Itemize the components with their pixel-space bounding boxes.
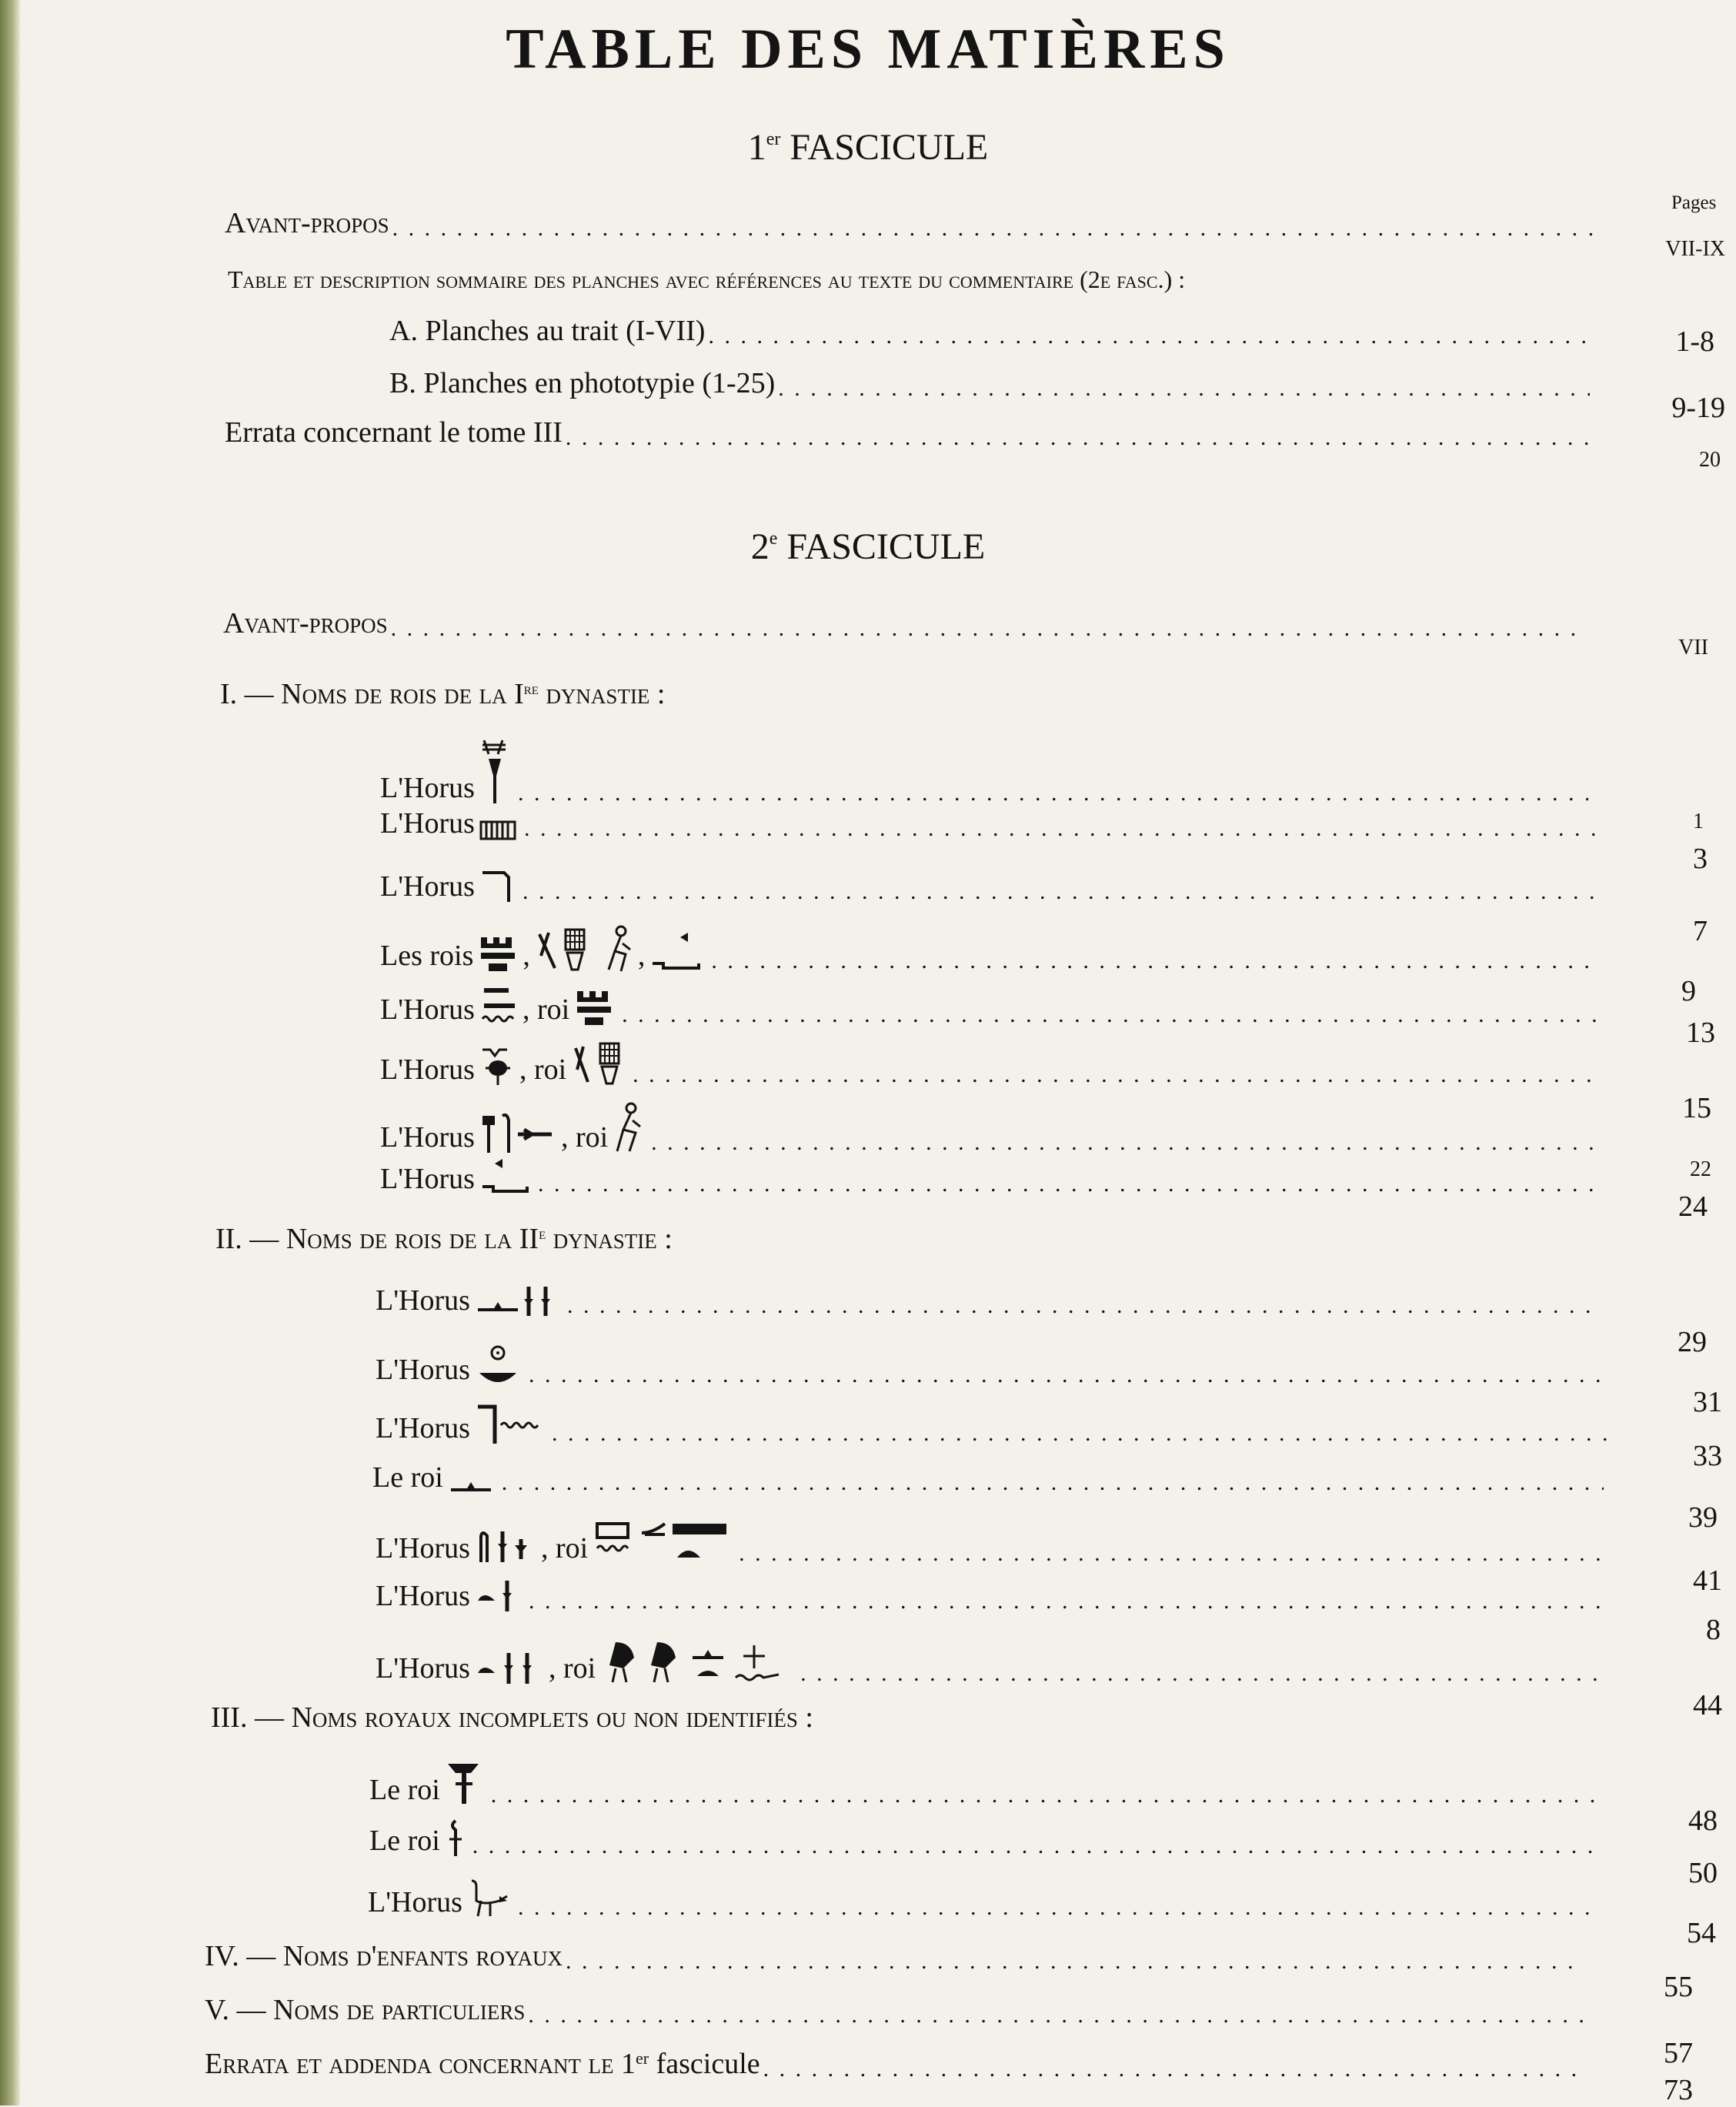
toc-entry: Le roi . . . 50: [369, 1819, 1601, 1858]
toc-entry: Errata et addenda concernant le 1er fascicule . . . 73: [205, 2047, 1585, 2081]
section-3-heading: III. — Noms royaux incomplets ou non identifiés :: [211, 1701, 813, 1734]
hieroglyph-icon: [445, 1819, 465, 1858]
hieroglyph-icon: [467, 1878, 510, 1919]
fascicule-2-heading: 2e FASCICULE: [750, 526, 986, 567]
toc-entry: A. Planches au trait (I-VII) . . . 1-8: [389, 314, 1590, 348]
hieroglyph-icon: [475, 1650, 544, 1685]
toc-entry: Table et description sommaire des planches avec références au texte du commentaire (2e fasc.) :: [228, 265, 1186, 293]
toc-entry: Les rois , , . . . 9: [380, 925, 1596, 973]
toc-entry: L'Horus , roi . . . 22: [380, 1102, 1596, 1154]
hieroglyph-icon: [475, 1344, 521, 1387]
hieroglyph-icon: [475, 1402, 544, 1445]
hieroglyph-icon: [479, 739, 510, 805]
page-edge: [0, 0, 20, 2105]
toc-entry: B. Planches en phototypie (1-25) . . . 9-19: [389, 366, 1590, 400]
hieroglyph-icon: [593, 1518, 731, 1565]
hieroglyph-icon: [606, 925, 633, 973]
hieroglyph-icon: [479, 820, 516, 840]
toc-entry: L'Horus . . . 24: [380, 1157, 1604, 1196]
toc-entry: Avant-propos . . . VII-IX: [225, 206, 1594, 240]
hieroglyph-icon: [475, 1284, 559, 1317]
hieroglyph-icon: [649, 930, 703, 973]
toc-entry: L'Horus , roi . . . 44: [376, 1635, 1599, 1685]
toc-entry: L'Horus . . . 3: [380, 806, 1604, 840]
hieroglyph-icon: [479, 1045, 515, 1087]
hieroglyph-icon: [479, 865, 515, 903]
hieroglyph-icon: [571, 1042, 625, 1087]
fascicule-1-heading: 1er FASCICULE: [747, 127, 989, 168]
toc-entry: Errata concernant le tome III . . . 20: [225, 416, 1594, 449]
toc-entry: Le roi . . . 48: [369, 1761, 1601, 1807]
hieroglyph-icon: [475, 1528, 536, 1565]
toc-entry: L'Horus . . . 31: [376, 1344, 1607, 1387]
toc-entry: L'Horus . . . 29: [376, 1284, 1591, 1317]
page-title: TABLE DES MATIÈRES: [506, 18, 1230, 81]
toc-entry: IV. — Noms d'enfants royaux . . . 55: [205, 1939, 1585, 1973]
hieroglyph-icon: [478, 933, 518, 973]
hieroglyph-icon: [445, 1761, 483, 1807]
hieroglyph-icon: [479, 1157, 530, 1196]
toc-entry: Le roi . . . 39: [372, 1461, 1604, 1494]
toc-entry: Avant-propos . . . VII: [223, 606, 1585, 640]
pages-column-label: Pages: [1671, 192, 1717, 213]
hieroglyph-icon: [479, 1111, 556, 1154]
hieroglyph-icon: [574, 987, 614, 1027]
section-2-heading: II. — Noms de rois de la IIe dynastie :: [215, 1223, 673, 1255]
toc-entry: L'Horus , roi . . . 13: [380, 983, 1604, 1027]
hieroglyph-icon: [475, 1578, 521, 1613]
toc-entry: L'Horus . . . 7: [380, 865, 1604, 903]
toc-entry: L'Horus . . . 33: [376, 1402, 1607, 1445]
toc-entry: L'Horus . . . 8: [376, 1578, 1607, 1613]
hieroglyph-icon: [535, 928, 596, 973]
toc-entry: L'Horus . . . 54: [368, 1878, 1599, 1919]
hieroglyph-icon: [479, 983, 518, 1027]
hieroglyph-icon: [600, 1635, 793, 1685]
toc-entry: V. — Noms de particuliers . . . 57: [205, 1993, 1585, 2027]
hieroglyph-icon: [613, 1102, 643, 1154]
section-1-heading: I. — Noms de rois de la Ire dynastie :: [220, 678, 666, 710]
toc-entry: L'Horus , roi . . . 15: [380, 1042, 1604, 1087]
hieroglyph-icon: [448, 1471, 494, 1494]
toc-entry: L'Horus . . . 1: [380, 739, 1588, 805]
toc-entry: L'Horus , roi . . . 41: [376, 1518, 1607, 1565]
